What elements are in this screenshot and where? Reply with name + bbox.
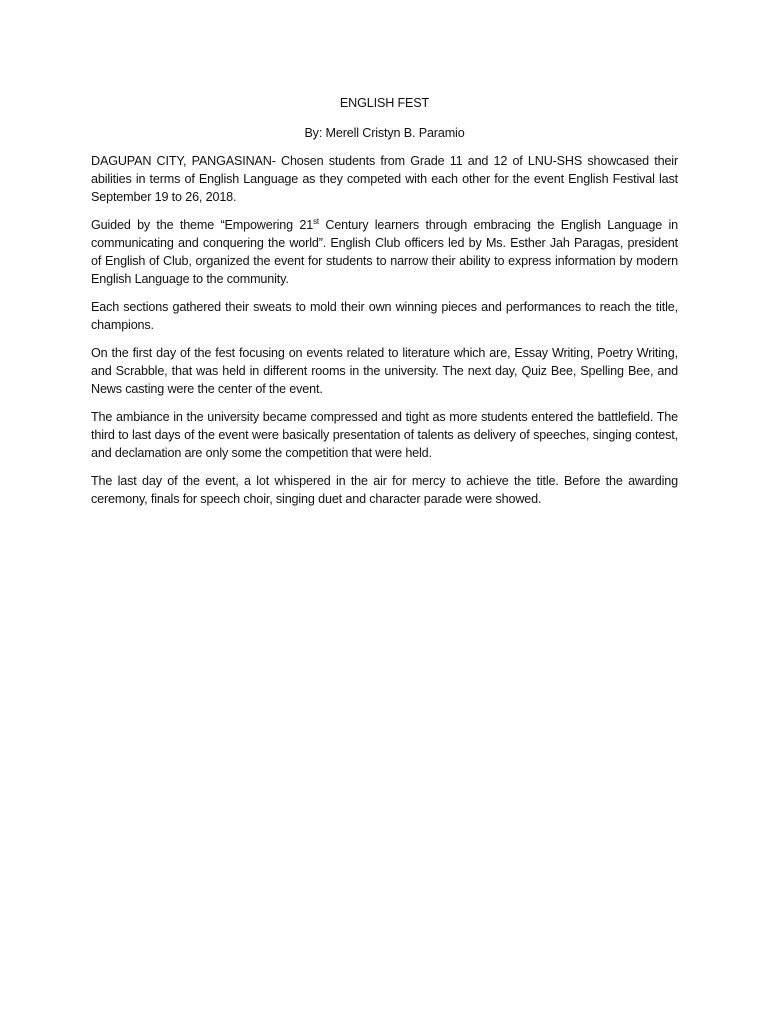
article-byline: By: Merell Cristyn B. Paramio: [304, 126, 465, 140]
ordinal-superscript: st: [313, 216, 320, 226]
paragraph-first-day: On the first day of the fest focusing on events related to literature which are, Essay Writing, Poetry Writing, and Scrabble, that was held in different rooms in the university. The next day, Quiz Bee, Spelling Bee, and News casting were the center of the event.: [91, 346, 678, 396]
document-page: [91, 94, 678, 518]
paragraph-intro: DAGUPAN CITY, PANGASINAN- Chosen students from Grade 11 and 12 of LNU-SHS showcased their abilities in terms of English Language as they competed with each other for the event English Festival last September 19 to 26, 2018.: [91, 154, 678, 204]
paragraph-ambiance: The ambiance in the university became compressed and tight as more students entered the battlefield. The third to last days of the event were basically presentation of talents as delivery of speeches, singing contest, and declamation are only some the competition that were held.: [91, 410, 678, 460]
article-title: ENGLISH FEST: [339, 96, 430, 110]
paragraph-sections: Each sections gathered their sweats to mold their own winning pieces and performances to reach the title, champions.: [91, 300, 678, 332]
paragraph-theme-text-2: Century learners through embracing the English Language in communicating and conquering the world”. English Club officers led by Ms. Esther Jah Paragas, president of English of Club, organized the event for students to narrow their ability to express information by modern English Language to the community.: [91, 218, 678, 286]
paragraph-last-day: The last day of the event, a lot whispered in the air for mercy to achieve the title. Before the awarding ceremony, finals for speech choir, singing duet and character parade were showed.: [91, 474, 678, 506]
paragraph-theme: [91, 216, 678, 288]
paragraph-theme-text-1: Guided by the theme “Empowering 21: [91, 218, 314, 232]
